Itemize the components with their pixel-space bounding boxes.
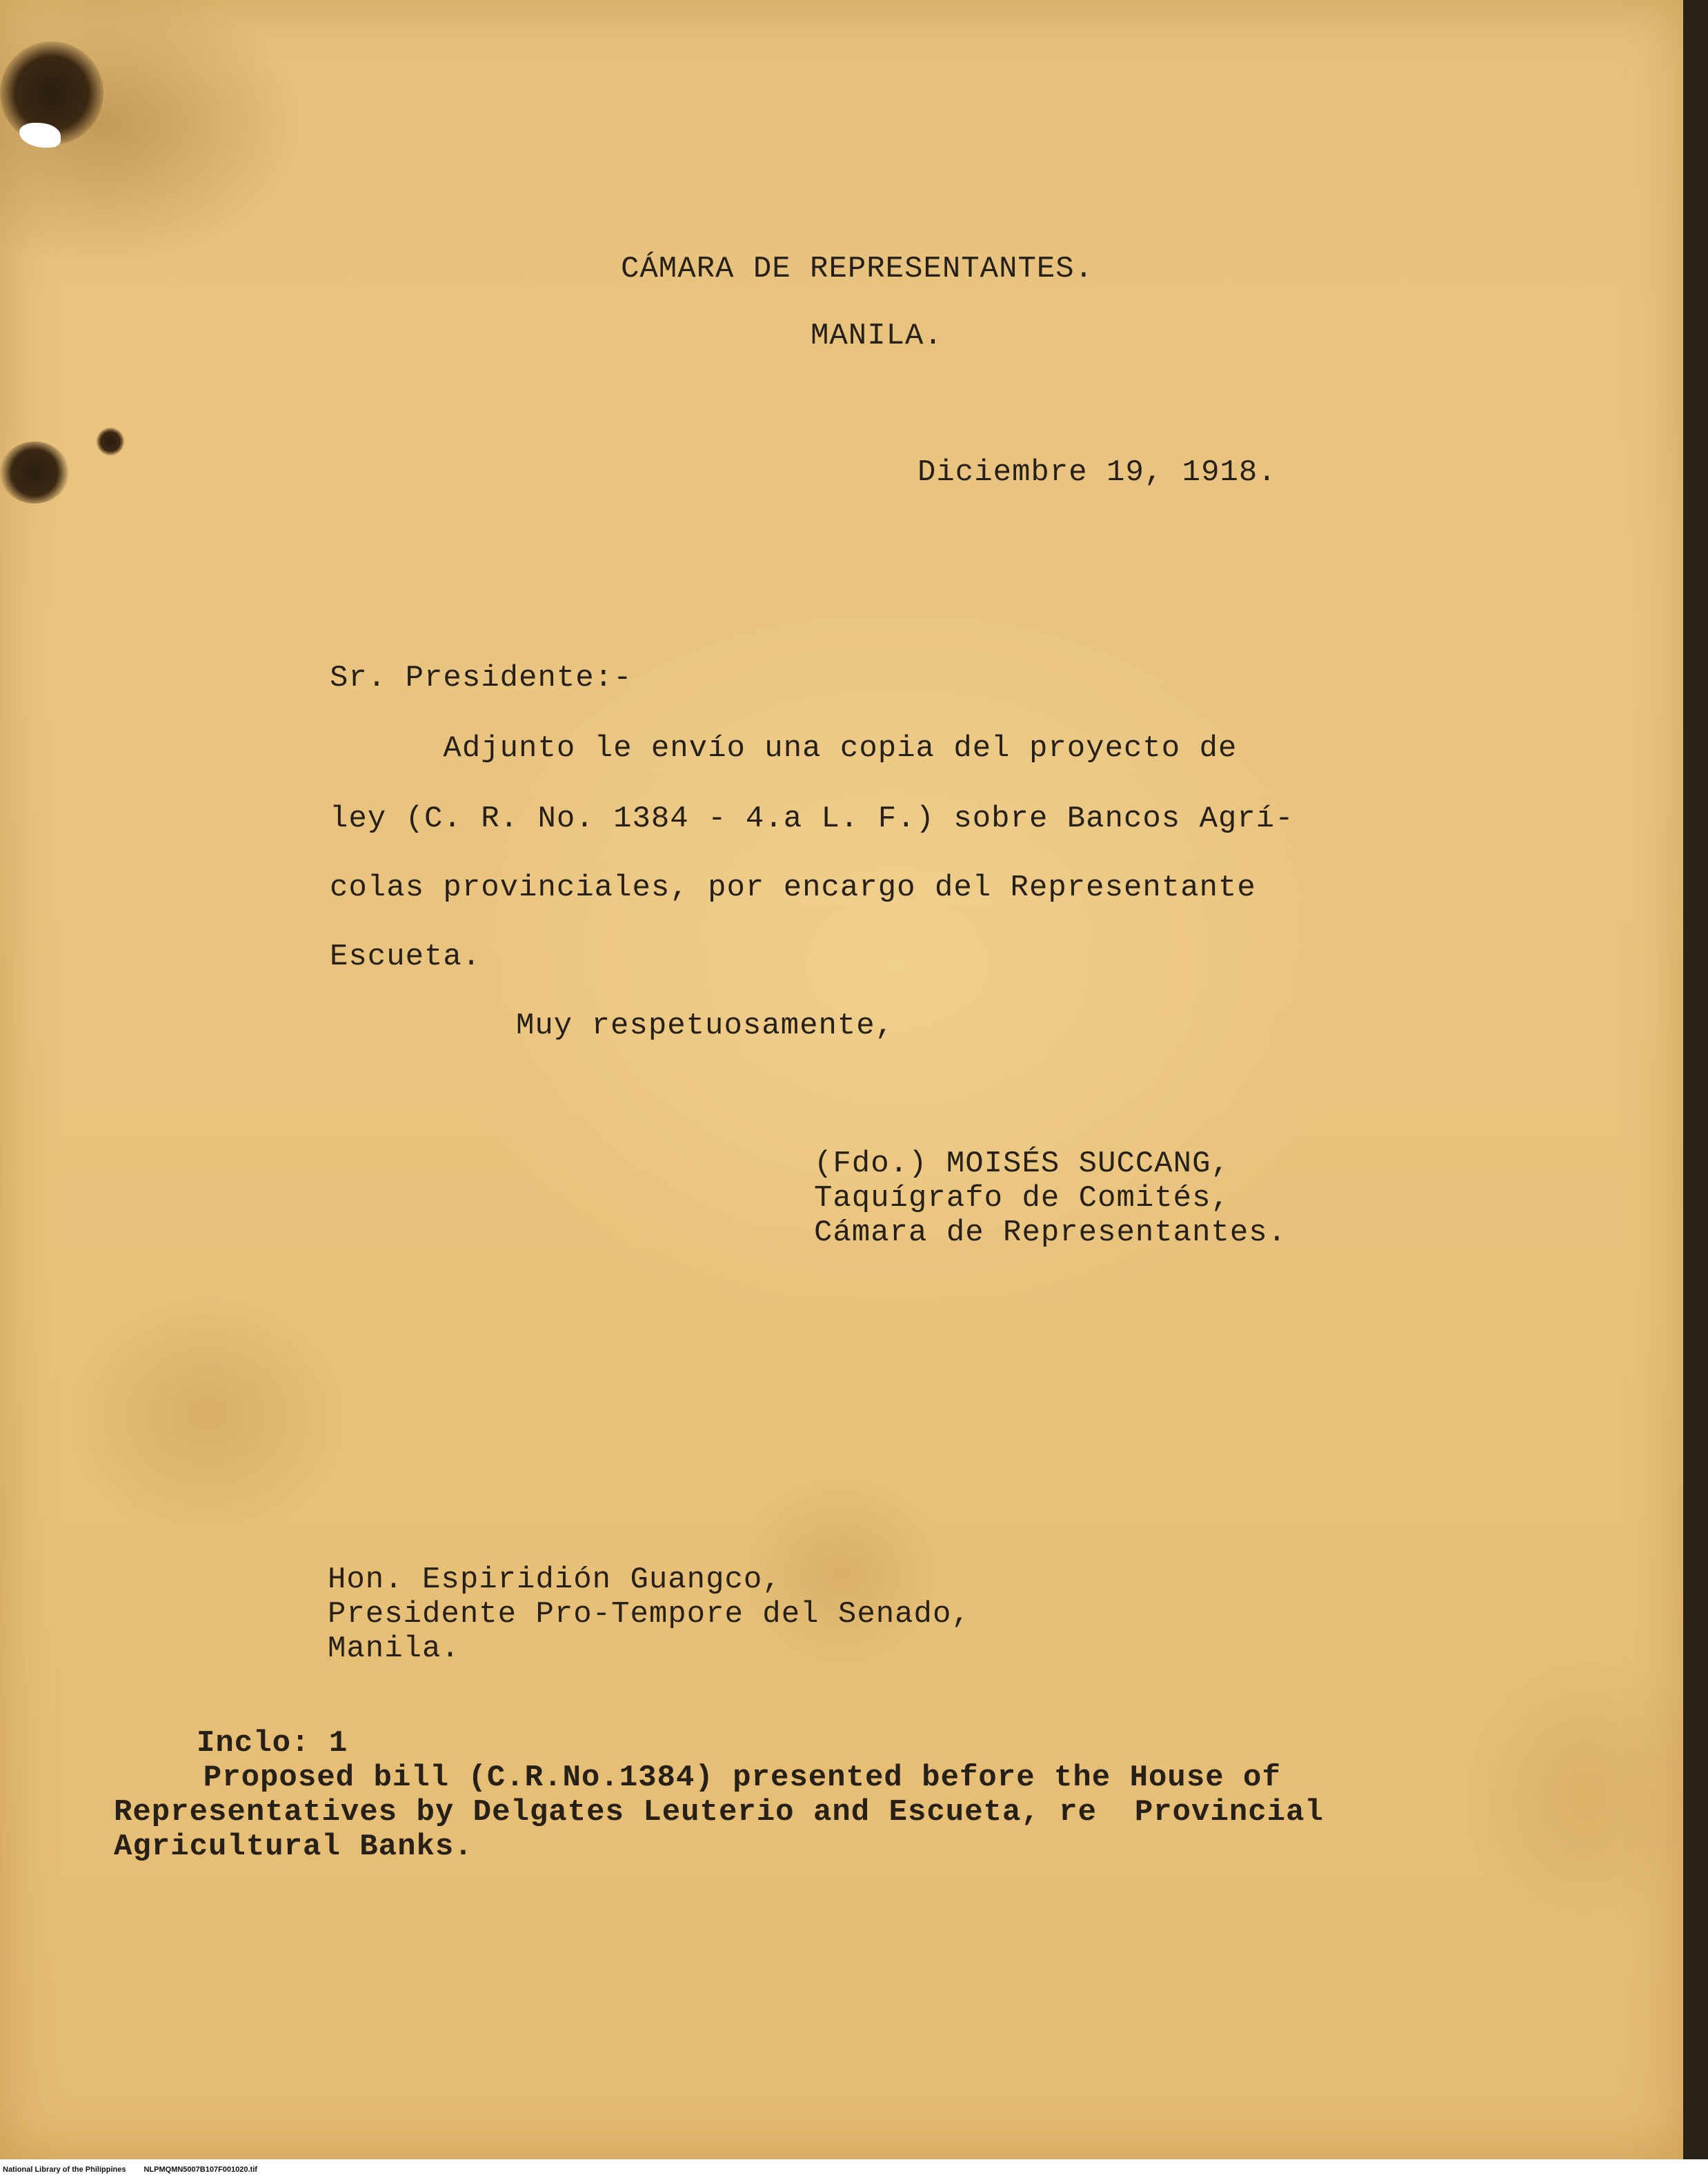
- closing: Muy respetuosamente,: [516, 1009, 895, 1043]
- letterhead-title: CÁMARA DE REPRESENTANTES.: [621, 252, 1094, 286]
- body-line: Adjunto le envío una copia del proyecto de: [330, 731, 1238, 766]
- signature-line: (Fdo.) MOISÉS SUCCANG,: [814, 1147, 1230, 1181]
- burn-mark: [97, 428, 124, 455]
- body-line: Escueta.: [330, 940, 481, 974]
- enclosure-line: Representatives by Delgates Leuterio and Escueta, re Provincial: [114, 1795, 1324, 1830]
- signature-line: Taquígrafo de Comités,: [814, 1181, 1230, 1216]
- enclosure-line: Agricultural Banks.: [114, 1830, 473, 1864]
- signature-line: Cámara de Representantes.: [814, 1216, 1287, 1250]
- burn-mark: [0, 442, 69, 504]
- library-name: National Library of the Philippines: [3, 2166, 126, 2174]
- enclosure-line: Inclo: 1: [197, 1726, 348, 1761]
- addressee-line: Hon. Espiridión Guangco,: [328, 1563, 782, 1597]
- letter-date: Diciembre 19, 1918.: [917, 455, 1277, 490]
- torn-hole: [19, 123, 61, 148]
- body-line: colas provinciales, por encargo del Representante: [330, 871, 1256, 905]
- addressee-line: Presidente Pro-Tempore del Senado,: [328, 1597, 971, 1632]
- scan-caption: [3, 2166, 257, 2174]
- scan-edge: [1683, 0, 1708, 2159]
- file-name: NLPMQMN5007B107F001020.tif: [143, 2166, 257, 2174]
- body-line: ley (C. R. No. 1384 - 4.a L. F.) sobre Bancos Agrí-: [330, 802, 1294, 836]
- enclosure-line: Proposed bill (C.R.No.1384) presented before the House of: [166, 1761, 1281, 1795]
- letterhead-city: MANILA.: [811, 319, 943, 353]
- salutation: Sr. Presidente:-: [330, 661, 633, 695]
- addressee-line: Manila.: [328, 1632, 460, 1666]
